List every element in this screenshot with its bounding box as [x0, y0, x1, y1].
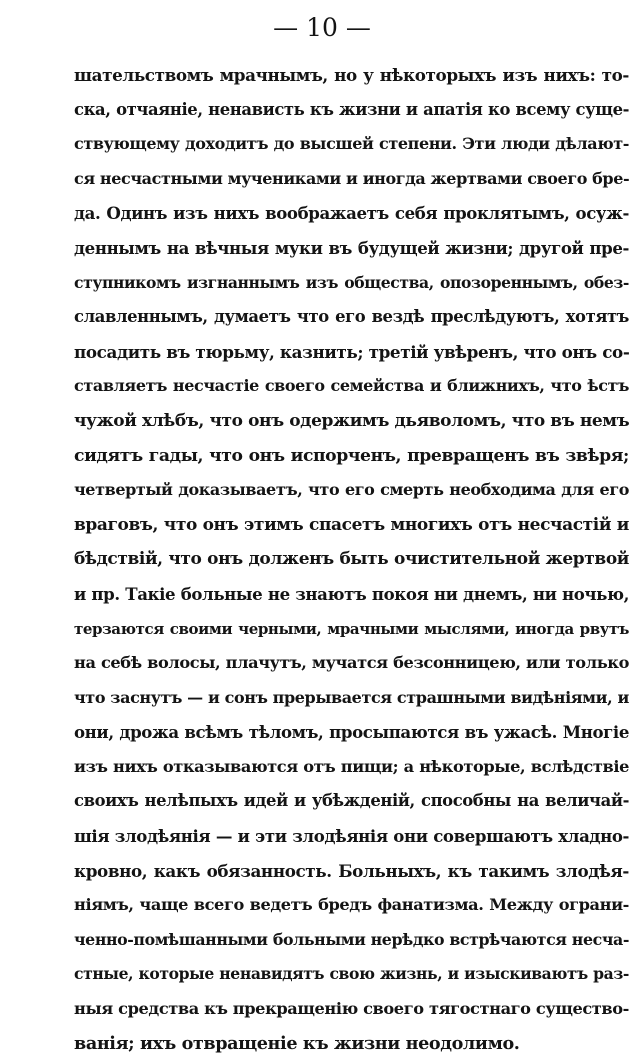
text-line: деннымъ на вѣчныя муки въ будущей жизни; другой пре-: [74, 237, 629, 258]
text-line: сидятъ гады, что онъ испорченъ, превращенъ въ звѣря;: [74, 445, 629, 466]
text-line: бѣдствій, что онъ долженъ быть очистительной жертвой: [74, 549, 629, 570]
text-line: посадить въ тюрьму, казнить; третій увѣренъ, что онъ со-: [74, 341, 630, 362]
text-line: ска, отчаяніе, ненависть къ жизни и апатія ко всему суще-: [74, 99, 629, 119]
text-line: ванія; ихъ отвращеніе къ жизни неодолимо.: [74, 1032, 520, 1054]
text-line: кровно, какъ обязанность. Больныхъ, къ такимъ злодѣя-: [74, 860, 629, 881]
text-line: ся несчастными мучениками и иногда жертвами своего бре-: [74, 168, 630, 188]
text-line: чужой хлѣбъ, что онъ одержимъ дьяволомъ, что въ немъ: [74, 410, 630, 431]
text-line: своихъ нелѣпыхъ идей и убѣжденій, способны на величай-: [74, 791, 629, 811]
body-text: [74, 58, 629, 1061]
text-line: четвертый доказываетъ, что его смерть необходима для его: [74, 480, 629, 500]
text-line: славленнымъ, думаетъ что его вездѣ преслѣдуютъ, хотятъ: [74, 307, 629, 327]
text-line: терзаются своими черными, мрачными мыслями, иногда рвутъ: [74, 619, 629, 638]
text-line: на себѣ волосы, плачутъ, мучатся безсонницею, или только: [74, 653, 629, 673]
text-line: шательствомъ мрачнымъ, но у нѣкоторыхъ изъ нихъ: то-: [74, 65, 629, 85]
text-line: изъ нихъ отказываются отъ пищи; а нѣкоторые, вслѣдствіе: [74, 756, 629, 776]
text-line: ставляетъ несчастіе своего семейства и ближнихъ, что ѣстъ: [74, 376, 629, 396]
text-line: ченно-помѣшанными больными нерѣдко встрѣчаются несча-: [74, 929, 629, 949]
text-line: ныя средства къ прекращенію своего тягостнаго существо-: [74, 999, 629, 1019]
text-line: стные, которые ненавидятъ свою жизнь, и изыскиваютъ раз-: [74, 964, 629, 984]
page-number: — 10 —: [273, 13, 371, 42]
text-line: что заснутъ — и сонъ прерывается страшными видѣніями, и: [74, 687, 629, 707]
text-line: они, дрожа всѣмъ тѣломъ, просыпаются въ ужасѣ. Многіе: [74, 722, 629, 743]
text-line: ствующему доходитъ до высшей степени. Эти люди дѣлают-: [74, 134, 629, 154]
text-line: да. Одинъ изъ нихъ воображаетъ себя проклятымъ, осуж-: [74, 203, 629, 224]
text-line: и пр. Такіе больные не знаютъ покоя ни днемъ, ни ночью,: [74, 583, 629, 604]
text-line: шія злодѣянія — и эти злодѣянія они совершаютъ хладно-: [74, 826, 629, 847]
text-line: ступникомъ изгнаннымъ изъ общества, опозореннымъ, обез-: [74, 272, 629, 292]
text-line: враговъ, что онъ этимъ спасетъ многихъ отъ несчастій и: [74, 514, 629, 535]
text-line: ніямъ, чаще всего ведетъ бредъ фанатизма. Между ограни-: [74, 895, 629, 915]
